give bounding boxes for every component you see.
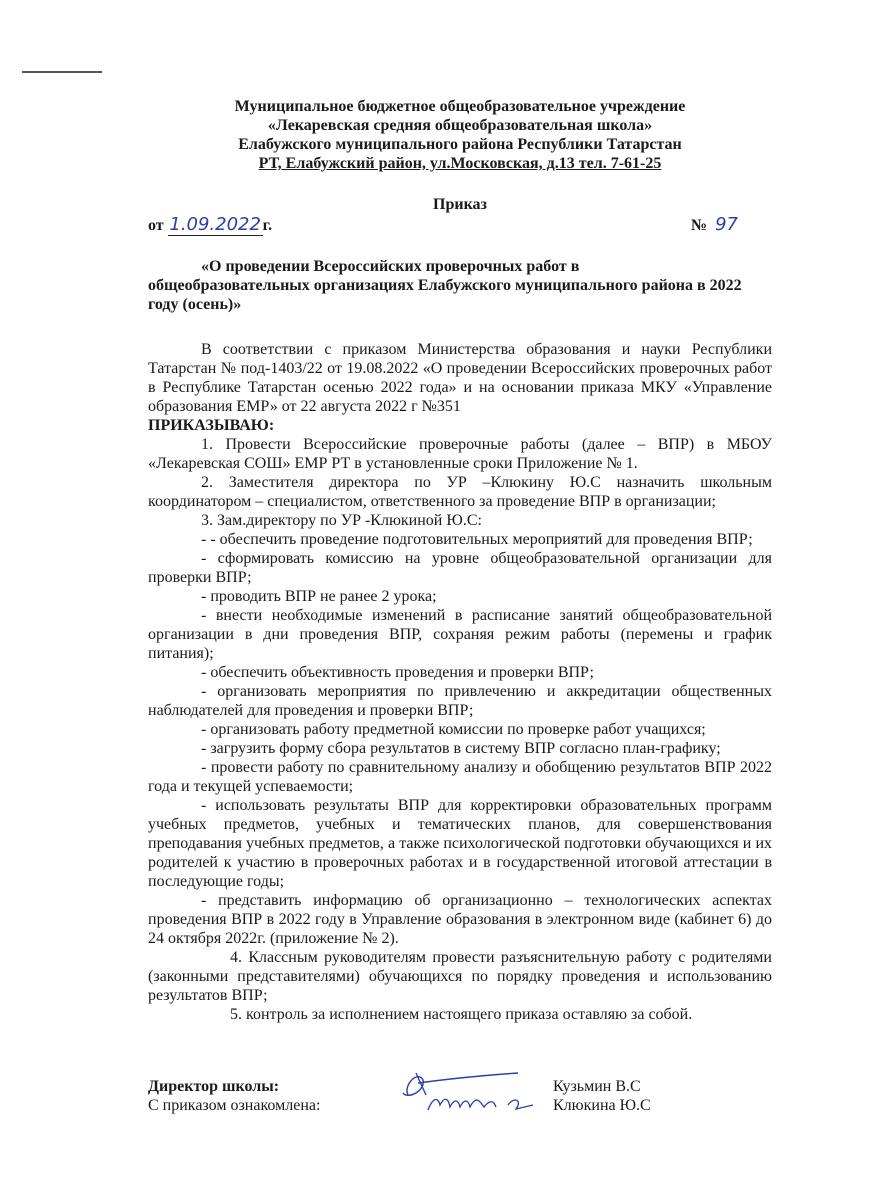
order-item: - провести работу по сравнительному анализу и обобщению результатов ВПР 2022 года и текущей успеваемости; [148, 759, 772, 795]
document-header [140, 97, 780, 173]
order-item: 4. Классным руководителям провести разъяснительную работу с родителями (законными представителями) обучающихся по порядку проведения и использованию результатов ВПР; [148, 949, 772, 1004]
command-heading: ПРИКАЗЫВАЮ: [148, 417, 275, 434]
order-item: - организовать мероприятия по привлечению и аккредитации общественных наблюдателей для проведения и проверки ВПР; [148, 683, 772, 719]
header-line: Муниципальное бюджетное общеобразовательное учреждение [234, 98, 686, 115]
order-item: - организовать работу предметной комиссии по проверке работ учащихся; [201, 721, 706, 738]
document-body [148, 340, 772, 1024]
order-date: 1.09.2022 [169, 214, 261, 235]
order-number-value: 97 [715, 214, 738, 235]
order-item: - представить информацию об организационно – технологических аспектах проведения ВПР в 2022 году в Управление образования в электронном виде (кабинет 6) до 24 октября 2022г. (приложение № 2). [148, 892, 772, 947]
order-number [691, 214, 738, 235]
order-item: 3. Зам.директору по УР -Клюкиной Ю.С: [201, 512, 482, 529]
order-item: - проводить ВПР не ранее 2 урока; [201, 588, 437, 605]
signature-block [148, 1077, 748, 1115]
order-item: - загрузить форму сбора результатов в систему ВПР согласно план-графику; [201, 740, 721, 757]
acknowledged-name: Клюкина Ю.С [553, 1097, 651, 1114]
acknowledged-label: С приказом ознакомлена: [148, 1097, 321, 1114]
director-name: Кузьмин В.С [553, 1078, 641, 1095]
header-line: «Лекаревская средняя общеобразовательная школа» [267, 117, 653, 134]
subject-line: общеобразовательных организациях Елабужского муниципального района в 2022 году (осень)» [148, 277, 742, 313]
order-item: - использовать результаты ВПР для корректировки образовательных программ учебных предметов, учебных и тематических планов, для совершенствования преподавания учебных предметов, а также психологической подготовки обучающихся и их родителей к участию в проверочных работах и в государственной итоговой аттестации в последующие годы; [148, 797, 772, 890]
header-line: Елабужского муниципального района Республики Татарстан [238, 136, 682, 153]
from-label: от [148, 217, 164, 234]
scan-artifact-line [22, 71, 102, 73]
order-item: - внести необходимые изменений в расписание занятий общеобразовательной организации в дни проведения ВПР, сохраняя режим работы (перемены и график питания); [148, 607, 772, 662]
order-item: - сформировать комиссию на уровне общеобразовательной организации для проверки ВПР; [148, 550, 772, 586]
order-date-number-line [148, 214, 738, 236]
subject-line: «О проведении Всероссийских проверочных работ в [201, 258, 580, 275]
director-label: Директор школы: [148, 1078, 280, 1095]
intro-paragraph: В соответствии с приказом Министерства образования и науки Республики Татарстан № под-1403/22 от 19.08.2022 «О проведении Всероссийских проверочных работ в Республике Татарстан осенью 2022 года» и на основании приказа МКУ «Управление образования ЕМР» от 22 августа 2022 г №351 [148, 341, 772, 415]
order-item: 2. Заместителя директора по УР –Клюкину Ю.С назначить школьным координатором – специалистом, ответственного за проведение ВПР в организации; [148, 474, 772, 510]
year-suffix: г. [262, 217, 273, 234]
header-address: РТ, Елабужский район, ул.Московская, д.13 тел. 7-61-25 [258, 155, 662, 172]
number-label: № [691, 217, 708, 234]
order-subject [148, 257, 772, 314]
order-item: - - обеспечить проведение подготовительных мероприятий для проведения ВПР; [201, 531, 753, 548]
order-item: - обеспечить объективность проведения и проверки ВПР; [201, 664, 594, 681]
order-item: 1. Провести Всероссийские проверочные работы (далее – ВПР) в МБОУ «Лекаревская СОШ» ЕМР РТ в установленные сроки Приложение № 1. [148, 436, 772, 472]
order-item: 5. контроль за исполнением настоящего приказа оставляю за собой. [230, 1006, 693, 1023]
order-title: Приказ [433, 196, 487, 213]
